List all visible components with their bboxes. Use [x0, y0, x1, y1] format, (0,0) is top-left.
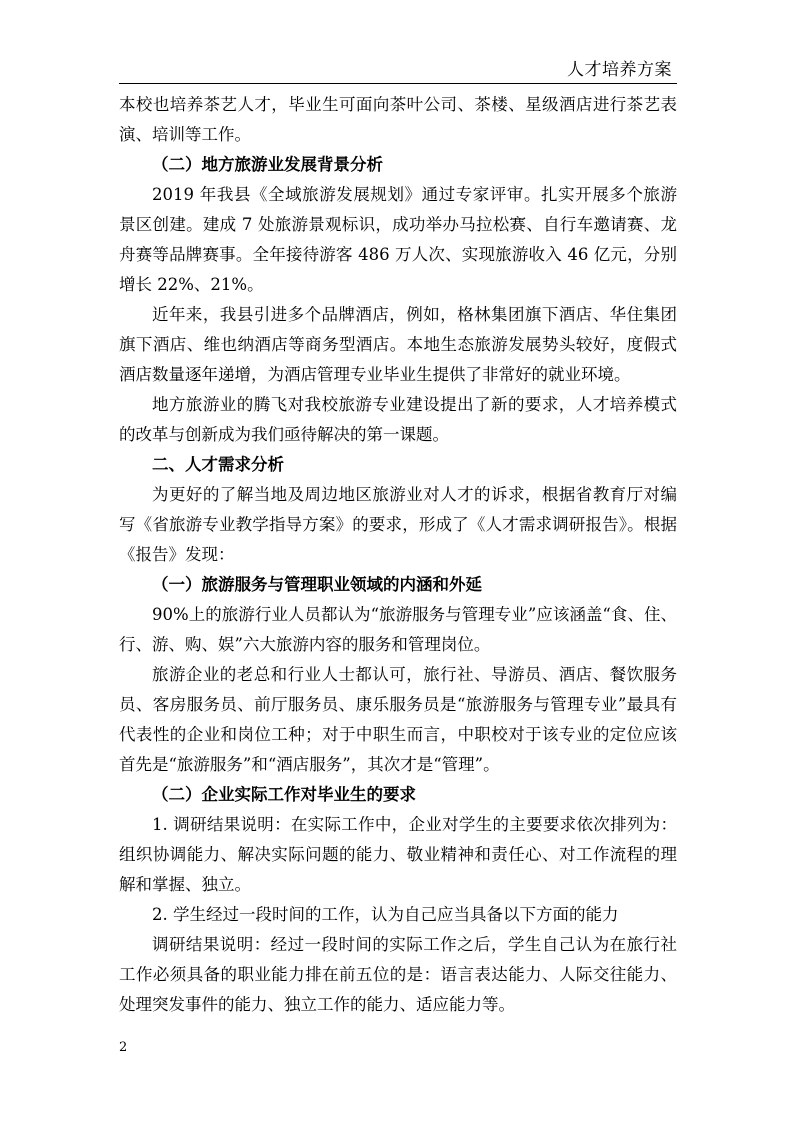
document-body	[119, 90, 677, 1020]
list-item: 2. 学生经过一段时间的工作，认为自己应当具备以下方面的能力	[152, 905, 619, 924]
page-number: 2	[119, 1040, 128, 1055]
paragraph: 2019 年我县《全域旅游发展规划》通过专家评审。扎实开展多个旅游景区创建。建成 7 处旅游景观标识，成功举办马拉松赛、自行车邀请赛、龙舟赛等品牌赛事。全年接待游客 486 万人次、实现旅游收入 46 亿元，分别增长 22%、21%。	[119, 185, 677, 294]
section-heading: （二）企业实际工作对毕业生的要求	[152, 785, 416, 804]
header-title: 人才培养方案	[567, 60, 672, 80]
paragraph: 旅游企业的老总和行业人士都认可，旅行社、导游员、酒店、餐饮服务员、客房服务员、前厅服务员、康乐服务员是“旅游服务与管理专业”最具有代表性的企业和岗位工种；对于中职生而言，中职校对于该专业的定位应该首先是“旅游服务”和“酒店服务”，其次才是“管理”。	[119, 665, 677, 774]
paragraph: 1. 调研结果说明：在实际工作中，企业对学生的主要要求依次排列为：组织协调能力、解决实际问题的能力、敬业精神和责任心、对工作流程的理解和掌握、独立。	[119, 815, 677, 894]
paragraph: 调研结果说明：经过一段时间的实际工作之后，学生自己认为在旅行社工作必须具备的职业能力排在前五位的是：语言表达能力、人际交往能力、处理突发事件的能力、独立工作的能力、适应能力等。	[119, 935, 677, 1014]
section-heading: （二）地方旅游业发展背景分析	[152, 155, 383, 174]
paragraph: 近年来，我县引进多个品牌酒店，例如，格林集团旗下酒店、华住集团旗下酒店、维也纳酒店等商务型酒店。本地生态旅游发展势头较好，度假式酒店数量逐年递增，为酒店管理专业毕业生提供了非常好的就业环境。	[119, 305, 677, 384]
paragraph: 90%上的旅游行业人员都认为“旅游服务与管理专业”应该涵盖“食、住、行、游、购、娱”六大旅游内容的服务和管理岗位。	[119, 605, 677, 654]
header-rule	[119, 83, 677, 84]
paragraph: 地方旅游业的腾飞对我校旅游专业建设提出了新的要求，人才培养模式的改革与创新成为我们亟待解决的第一课题。	[119, 395, 677, 444]
paragraph: 为更好的了解当地及周边地区旅游业对人才的诉求，根据省教育厅对编写《省旅游专业教学指导方案》的要求，形成了《人才需求调研报告》。根据《报告》发现：	[119, 485, 677, 564]
paragraph: 本校也培养茶艺人才，毕业生可面向茶叶公司、茶楼、星级酒店进行茶艺表演、培训等工作。	[119, 95, 677, 144]
section-heading: 二、人才需求分析	[152, 455, 284, 474]
section-heading: （一）旅游服务与管理职业领域的内涵和外延	[152, 575, 482, 594]
